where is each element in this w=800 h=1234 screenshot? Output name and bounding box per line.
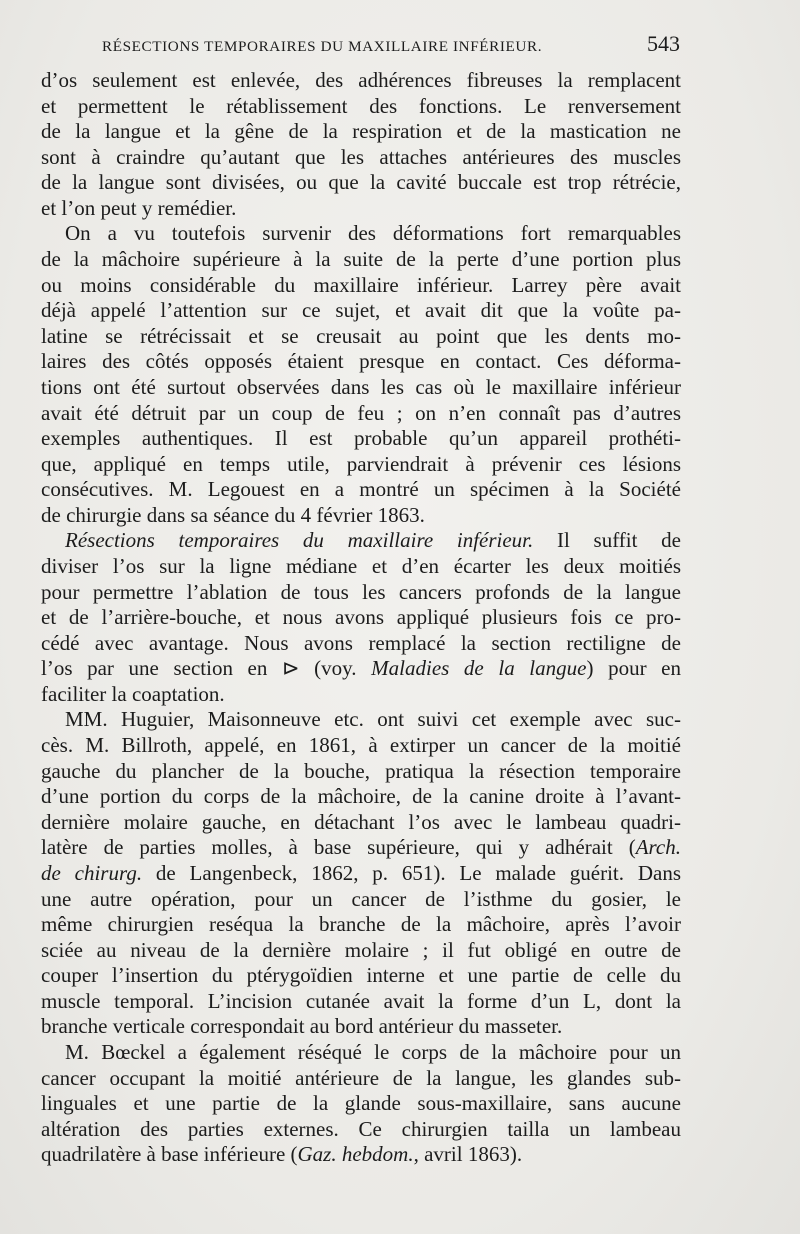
paragraph-4 — [41, 707, 681, 1040]
text-line: M. Bœckel a également réséqué le corps de la mâchoire pour un — [65, 1039, 681, 1064]
text-line: et de l’arrière-bouche, et nous avons appliqué plusieurs fois ce pro- — [41, 605, 681, 630]
text-line: une autre opération, pour un cancer de l’isthme du gosier, le — [41, 886, 681, 911]
paragraph-1 — [41, 68, 681, 221]
text-line: diviser l’os sur la ligne médiane et d’en écarter les deux moitiés — [41, 553, 681, 578]
text-line: sont à craindre qu’autant que les attaches antérieures des muscles — [41, 144, 681, 169]
text-line: déjà appelé l’attention sur ce sujet, et avait dit que la voûte pa- — [41, 298, 681, 323]
text-line: sciée au niveau de la dernière molaire ; il fut obligé en outre de — [41, 937, 681, 962]
text-line: MM. Huguier, Maisonneuve etc. ont suivi cet exemple avec suc- — [65, 707, 681, 732]
text-line: de la langue et la gêne de la respiration et de la mastication ne — [41, 119, 681, 144]
text-line: avait été détruit par un coup de feu ; on n’en connaît pas d’autres — [41, 400, 681, 425]
text-line: dernière molaire gauche, en détachant l’os avec le lambeau quadri- — [41, 809, 681, 834]
text-line: que, appliqué en temps utile, parviendrait à prévenir ces lésions — [41, 451, 681, 476]
text-line: ou moins considérable du maxillaire inférieur. Larrey père avait — [41, 272, 681, 297]
text-line: de la mâchoire supérieure à la suite de la perte d’une portion plus — [41, 247, 681, 272]
text-line: de chirurgie dans sa séance du 4 février 1863. — [41, 502, 425, 527]
text-line: de chirurg. de Langenbeck, 1862, p. 651). Le malade guérit. Dans — [41, 860, 681, 885]
body-text — [41, 68, 681, 1168]
text-line: Résections temporaires du maxillaire inférieur. Il suffit de — [65, 528, 681, 553]
text-line: cancer occupant la moitié antérieure de la langue, les glandes sub- — [41, 1065, 681, 1090]
text-line: de la langue sont divisées, ou que la cavité buccale est trop rétrécie, — [41, 170, 681, 195]
text-line: consécutives. M. Legouest en a montré un spécimen à la Société — [41, 477, 681, 502]
running-head: RÉSECTIONS TEMPORAIRES DU MAXILLAIRE INFÉRIEUR. — [102, 38, 543, 55]
text-line: faciliter la coaptation. — [41, 681, 225, 706]
text-line: couper l’insertion du ptérygoïdien interne et une partie de celle du — [41, 963, 681, 988]
text-line: linguales et une partie de la glande sous-maxillaire, sans aucune — [41, 1091, 681, 1116]
text-line: quadrilatère à base inférieure (Gaz. hebdom., avril 1863). — [41, 1142, 523, 1167]
text-line: laires des côtés opposés étaient presque en contact. Ces déforma- — [41, 349, 681, 374]
text-line: gauche du plancher de la bouche, pratiqua la résection temporaire — [41, 758, 681, 783]
text-line: cès. M. Billroth, appelé, en 1861, à extirper un cancer de la moitié — [41, 733, 681, 758]
text-line: même chirurgien reséqua la branche de la mâchoire, après l’avoir — [41, 912, 681, 937]
text-line: d’os seulement est enlevée, des adhérences fibreuses la remplacent — [41, 68, 681, 92]
text-line: branche verticale correspondait au bord antérieur du masseter. — [41, 1014, 563, 1039]
text-line: latine se rétrécissait et se creusait au point que les dents mo- — [41, 323, 681, 348]
text-line: pour permettre l’ablation de tous les cancers profonds de la langue — [41, 579, 681, 604]
text-line: exemples authentiques. Il est probable qu’un appareil prothéti- — [41, 426, 681, 451]
text-line: On a vu toutefois survenir des déformations fort remarquables — [65, 221, 681, 246]
text-line: et permettent le rétablissement des fonctions. Le renversement — [41, 93, 681, 118]
page-header — [40, 30, 680, 64]
text-line: et l’on peut y remédier. — [41, 195, 237, 220]
text-line: muscle temporal. L’incision cutanée avait la forme d’un L, dont la — [41, 988, 681, 1013]
paragraph-3 — [41, 528, 681, 707]
paragraph-5 — [41, 1040, 681, 1168]
paragraph-2 — [41, 221, 681, 528]
text-line: cédé avec avantage. Nous avons remplacé la section rectiligne de — [41, 630, 681, 655]
page-number: 543 — [647, 31, 680, 56]
text-line: latère de parties molles, à base supérieure, qui y adhérait (Arch. — [41, 835, 681, 860]
text-line: altération des parties externes. Ce chirurgien tailla un lambeau — [41, 1116, 681, 1141]
text-line: d’une portion du corps de la mâchoire, de la canine droite à l’avant- — [41, 784, 681, 809]
text-line: l’os par une section en ⊳ (voy. Maladies de la langue) pour en — [41, 656, 681, 681]
text-line: tions ont été surtout observées dans les cas où le maxillaire inférieur — [41, 374, 681, 399]
